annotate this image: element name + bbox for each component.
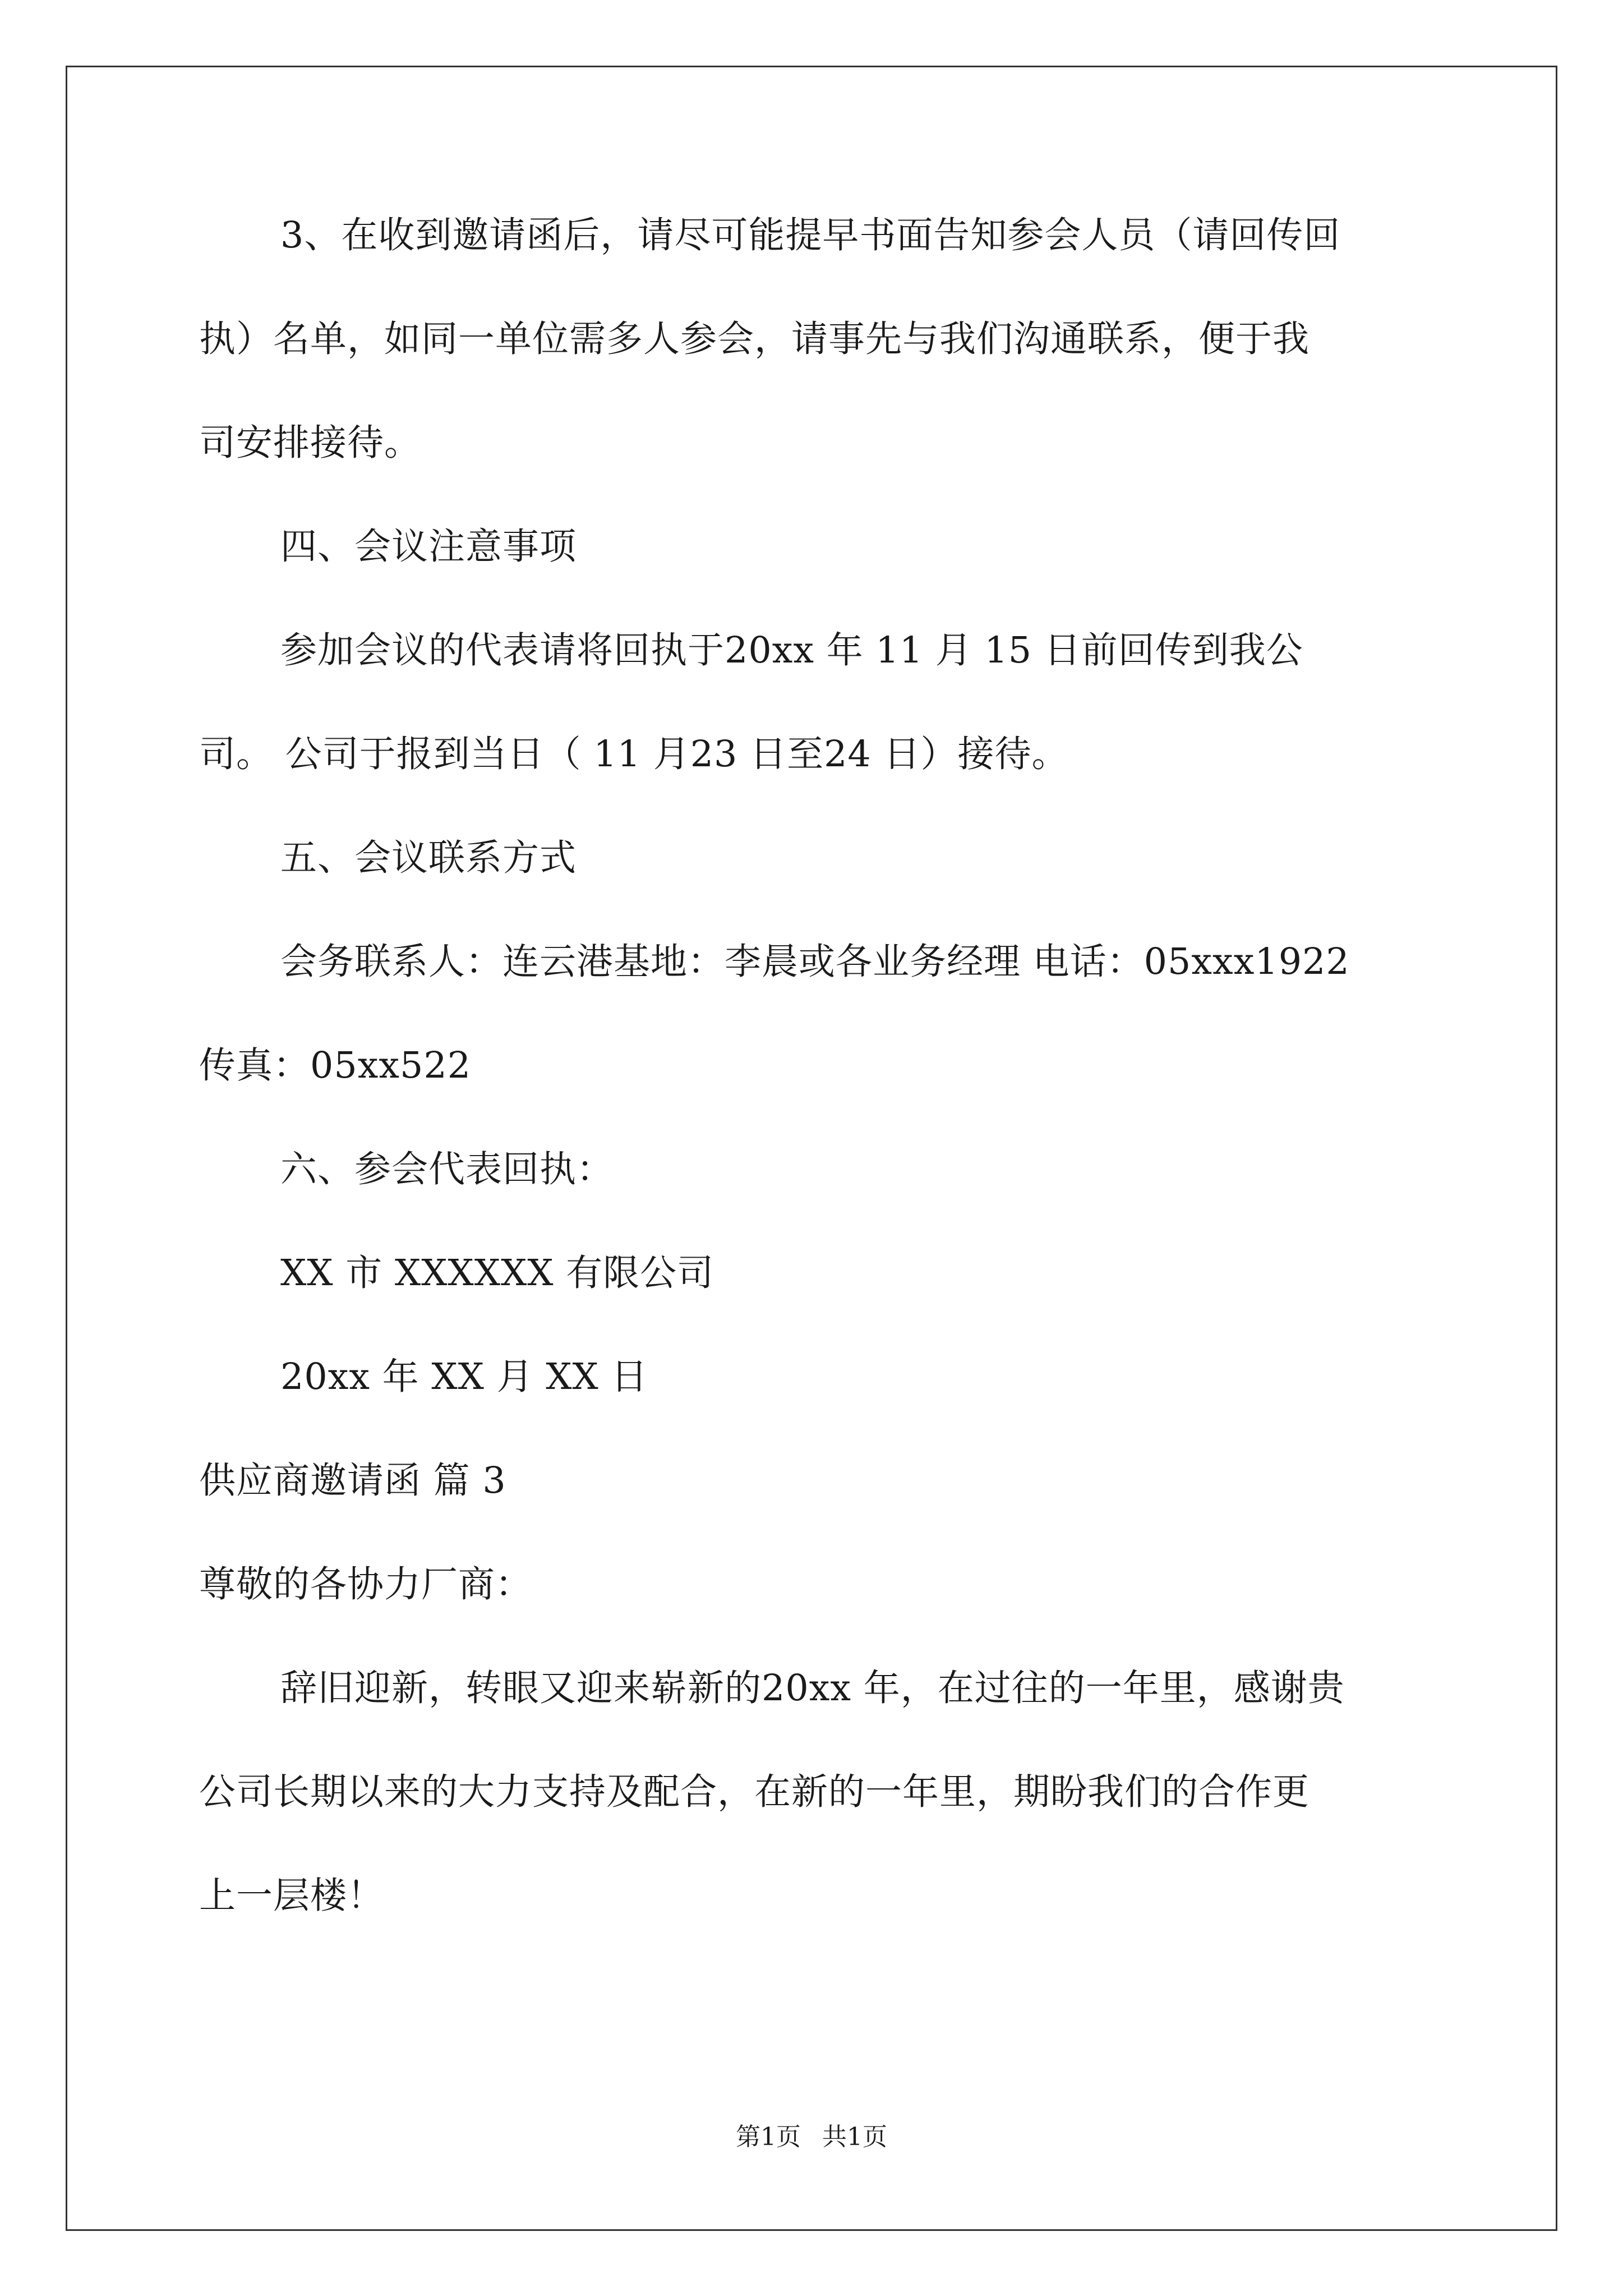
section-heading: 六、参会代表回执： bbox=[280, 1148, 614, 1190]
paragraph-line: 传真：05xx522 bbox=[199, 1045, 472, 1087]
page-number-current: 第1页 bbox=[736, 2123, 801, 2151]
paragraph-line: 参加会议的代表请将回执于20xx 年 11 月 15 日前回传到我公 bbox=[280, 629, 1303, 671]
paragraph-line: 公司长期以来的大力支持及配合，在新的一年里，期盼我们的合作更 bbox=[199, 1771, 1310, 1813]
paragraph-line: 上一层楼！ bbox=[199, 1875, 385, 1917]
date-line: 20xx 年 XX 月 XX 日 bbox=[280, 1356, 648, 1398]
section-heading: 五、会议联系方式 bbox=[280, 837, 577, 879]
document-body bbox=[199, 210, 1427, 1975]
paragraph-line: 辞旧迎新，转眼又迎来崭新的20xx 年，在过往的一年里，感谢贵 bbox=[280, 1667, 1345, 1709]
paragraph-line: 司安排接待。 bbox=[199, 422, 422, 464]
paragraph-line: 执）名单，如同一单位需多人参会，请事先与我们沟通联系，便于我 bbox=[199, 318, 1310, 360]
paragraph-line: 3、在收到邀请函后，请尽可能提早书面告知参会人员（请回传回 bbox=[280, 214, 1341, 256]
section-heading: 四、会议注意事项 bbox=[280, 526, 577, 568]
salutation: 尊敬的各协力厂商： bbox=[199, 1563, 533, 1605]
paragraph-line: 司。 公司于报到当日（ 11 月23 日至24 日）接待。 bbox=[199, 733, 1069, 775]
page-footer bbox=[0, 2120, 1623, 2154]
page-number-total: 共1页 bbox=[822, 2123, 887, 2151]
paragraph-line: 会务联系人：连云港基地：李晨或各业务经理 电话：05xxx1922 bbox=[280, 941, 1350, 983]
company-name: XX 市 XXXXXX 有限公司 bbox=[280, 1252, 714, 1294]
document-title: 供应商邀请函 篇 3 bbox=[199, 1460, 506, 1502]
